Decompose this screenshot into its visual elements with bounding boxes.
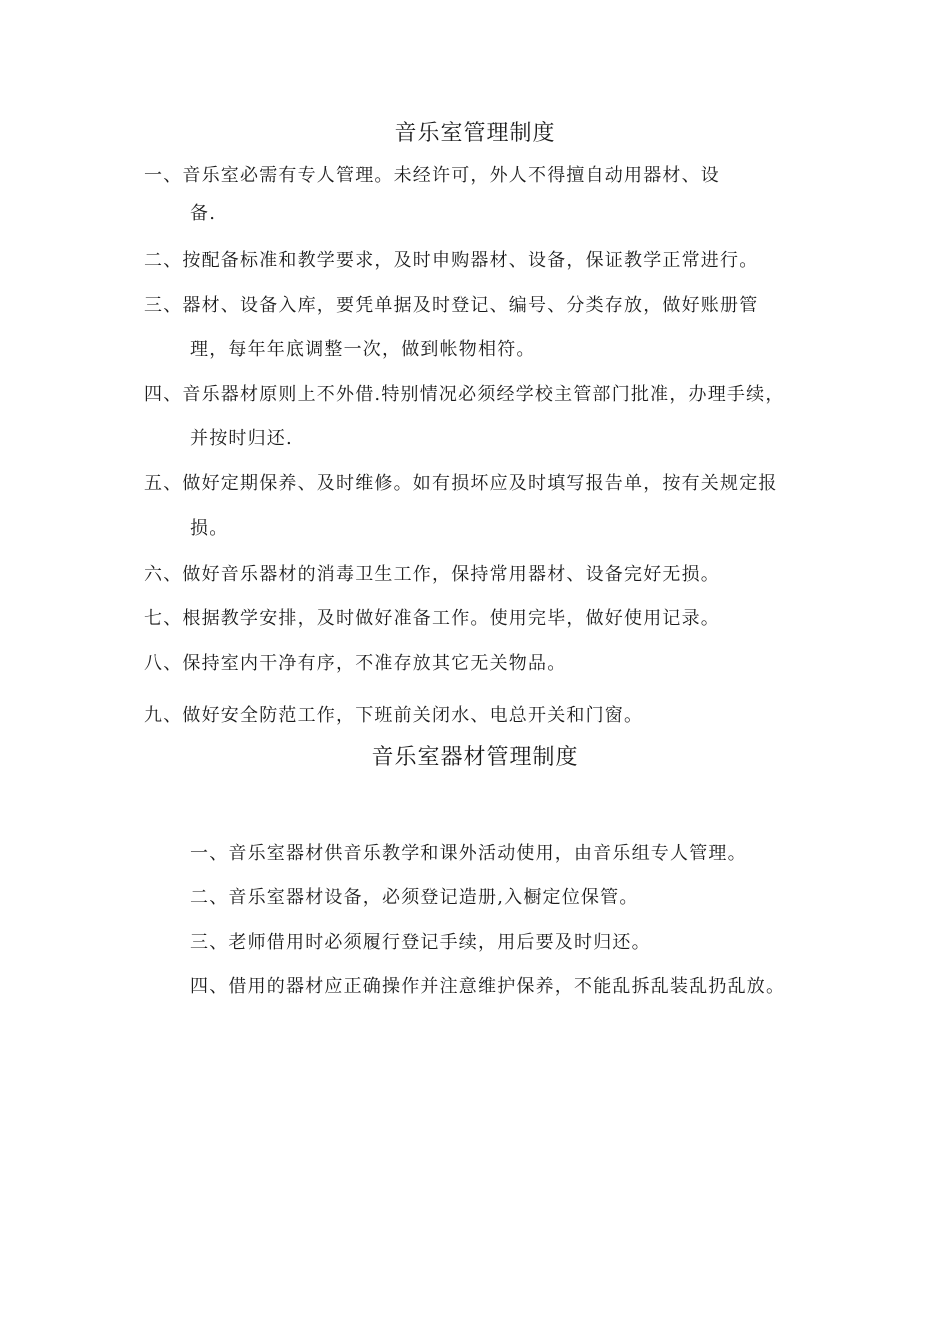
- rule-4-line-1: 四、音乐器材原则上不外借.特别情况必须经学校主管部门批准，办理手续，: [144, 384, 785, 405]
- section1-title: 音乐室管理制度: [394, 121, 556, 146]
- equipment-rule-3: 三、老师借用时必须履行登记手续，用后要及时归还。: [190, 932, 651, 953]
- rule-5-line-1: 五、做好定期保养、及时维修。如有损坏应及时填写报告单，按有关规定报: [144, 473, 778, 494]
- rule-3-line-2: 理，每年年底调整一次，做到帐物相符。: [190, 339, 536, 360]
- rule-7-line-1: 七、根据教学安排，及时做好准备工作。使用完毕，做好使用记录。: [144, 608, 720, 629]
- section2-title: 音乐室器材管理制度: [371, 745, 579, 770]
- rule-4-line-2: 并按时归还.: [190, 428, 293, 449]
- equipment-rule-1: 一、音乐室器材供音乐教学和课外活动使用，由音乐组专人管理。: [190, 843, 747, 864]
- equipment-rule-2: 二、音乐室器材设备，必须登记造册,入橱定位保管。: [190, 887, 639, 908]
- rule-2-line-1: 二、按配备标准和教学要求，及时申购器材、设备，保证教学正常进行。: [144, 250, 759, 271]
- rule-1-line-2: 备.: [190, 203, 217, 224]
- rule-3-line-1: 三、器材、设备入库，要凭单据及时登记、编号、分类存放，做好账册管: [144, 295, 759, 316]
- rule-9-line-1: 九、做好安全防范工作，下班前关闭水、电总开关和门窗。: [144, 705, 644, 726]
- rule-1-line-1: 一、音乐室必需有专人管理。未经许可，外人不得擅自动用器材、设: [144, 165, 720, 186]
- rule-8-line-1: 八、保持室内干净有序，不准存放其它无关物品。: [144, 653, 567, 674]
- rule-6-line-1: 六、做好音乐器材的消毒卫生工作，保持常用器材、设备完好无损。: [144, 564, 720, 585]
- rule-5-line-2: 损。: [190, 518, 229, 539]
- equipment-rule-4: 四、借用的器材应正确操作并注意维护保养，不能乱拆乱装乱扔乱放。: [190, 976, 786, 997]
